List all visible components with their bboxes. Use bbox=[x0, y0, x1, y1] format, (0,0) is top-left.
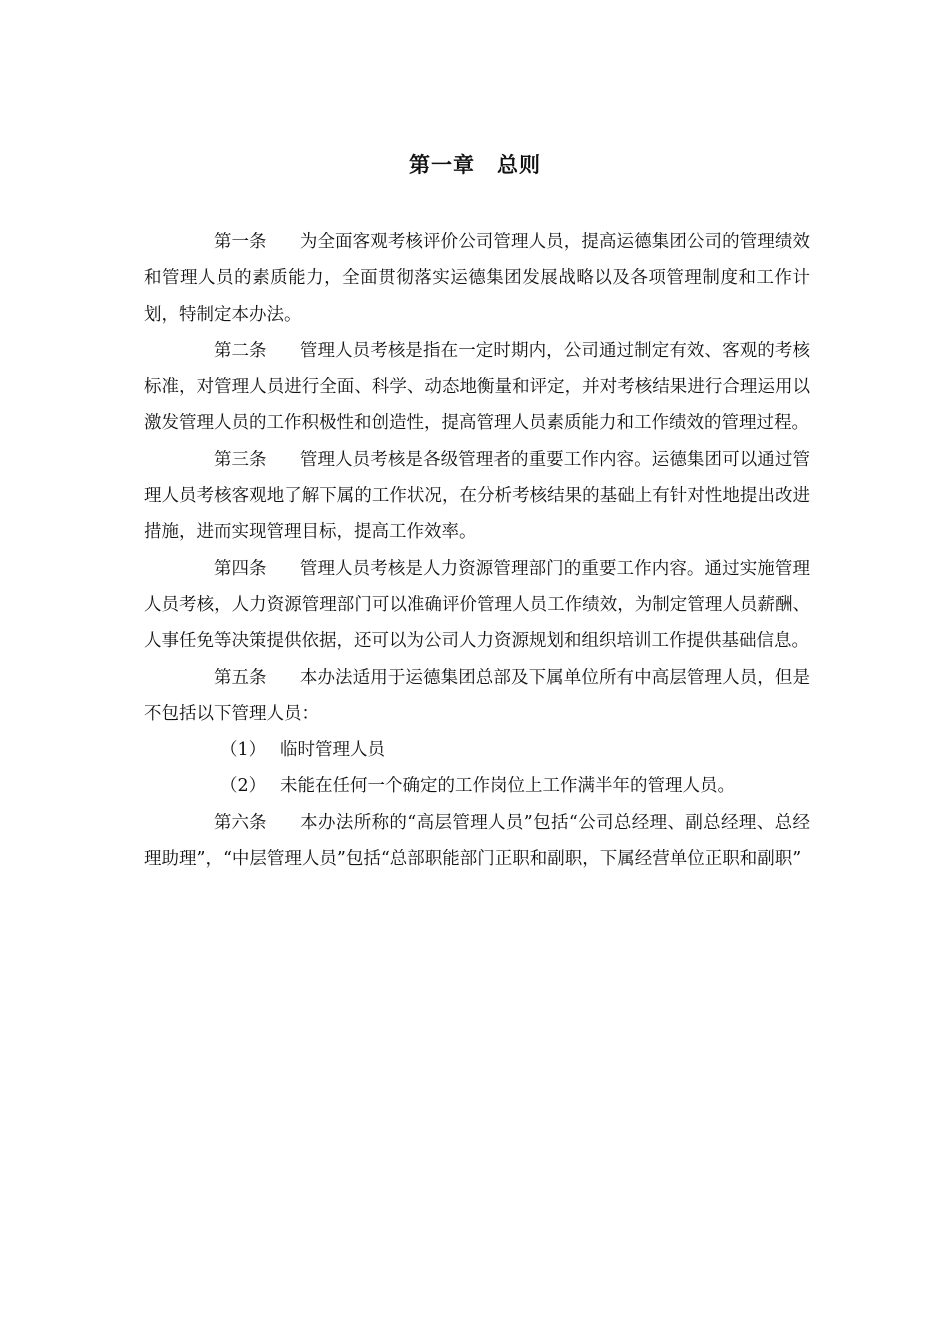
article-label: 第六条 bbox=[214, 812, 267, 833]
article-1 bbox=[144, 224, 810, 333]
article-text: 管理人员考核是各级管理者的重要工作内容。运德集团可以通过管理人员考核客观地了解下属的工作状况，在分析考核结果的基础上有针对性地提出改进措施，进而实现管理目标，提高工作效率。 bbox=[144, 449, 810, 543]
exclusion-item-2 bbox=[144, 768, 810, 804]
article-text: 本办法所称的“高层管理人员”包括“公司总经理、副总经理、总经理助理”，“中层管理人员”包括“总部职能部门正职和副职，下属经营单位正职和副职” bbox=[144, 812, 810, 870]
chapter-body bbox=[144, 224, 810, 877]
article-label: 第一条 bbox=[214, 232, 267, 252]
list-text: 未能在任何一个确定的工作岗位上工作满半年的管理人员。 bbox=[280, 776, 735, 797]
article-label: 第五条 bbox=[214, 667, 267, 688]
list-number: （1） bbox=[220, 740, 267, 761]
article-4 bbox=[144, 551, 810, 660]
article-text: 管理人员考核是人力资源管理部门的重要工作内容。通过实施管理人员考核，人力资源管理部门可以准确评价管理人员工作绩效，为制定管理人员薪酬、人事任免等决策提供依据，还可以为公司人力资源规划和组织培训工作提供基础信息。 bbox=[144, 558, 810, 652]
list-number: （2） bbox=[220, 776, 267, 797]
article-text: 本办法适用于运德集团总部及下属单位所有中高层管理人员，但是不包括以下管理人员： bbox=[144, 667, 810, 724]
article-text: 为全面客观考核评价公司管理人员，提高运德集团公司的管理绩效和管理人员的素质能力，全面贯彻落实运德集团发展战略以及各项管理制度和工作计划，特制定本办法。 bbox=[144, 232, 810, 325]
article-label: 第四条 bbox=[214, 558, 267, 579]
article-6 bbox=[144, 805, 810, 878]
article-3 bbox=[144, 442, 810, 551]
list-text: 临时管理人员 bbox=[280, 740, 385, 761]
article-label: 第二条 bbox=[214, 340, 267, 361]
exclusion-item-1 bbox=[144, 732, 810, 768]
article-5 bbox=[144, 660, 810, 733]
article-text: 管理人员考核是指在一定时期内，公司通过制定有效、客观的考核标准，对管理人员进行全面、科学、动态地衡量和评定，并对考核结果进行合理运用以激发管理人员的工作积极性和创造性，提高管理人员素质能力和工作绩效的管理过程。 bbox=[144, 340, 810, 434]
article-2 bbox=[144, 333, 810, 442]
article-label: 第三条 bbox=[214, 449, 267, 470]
chapter-title: 第一章 总则 bbox=[409, 152, 541, 177]
